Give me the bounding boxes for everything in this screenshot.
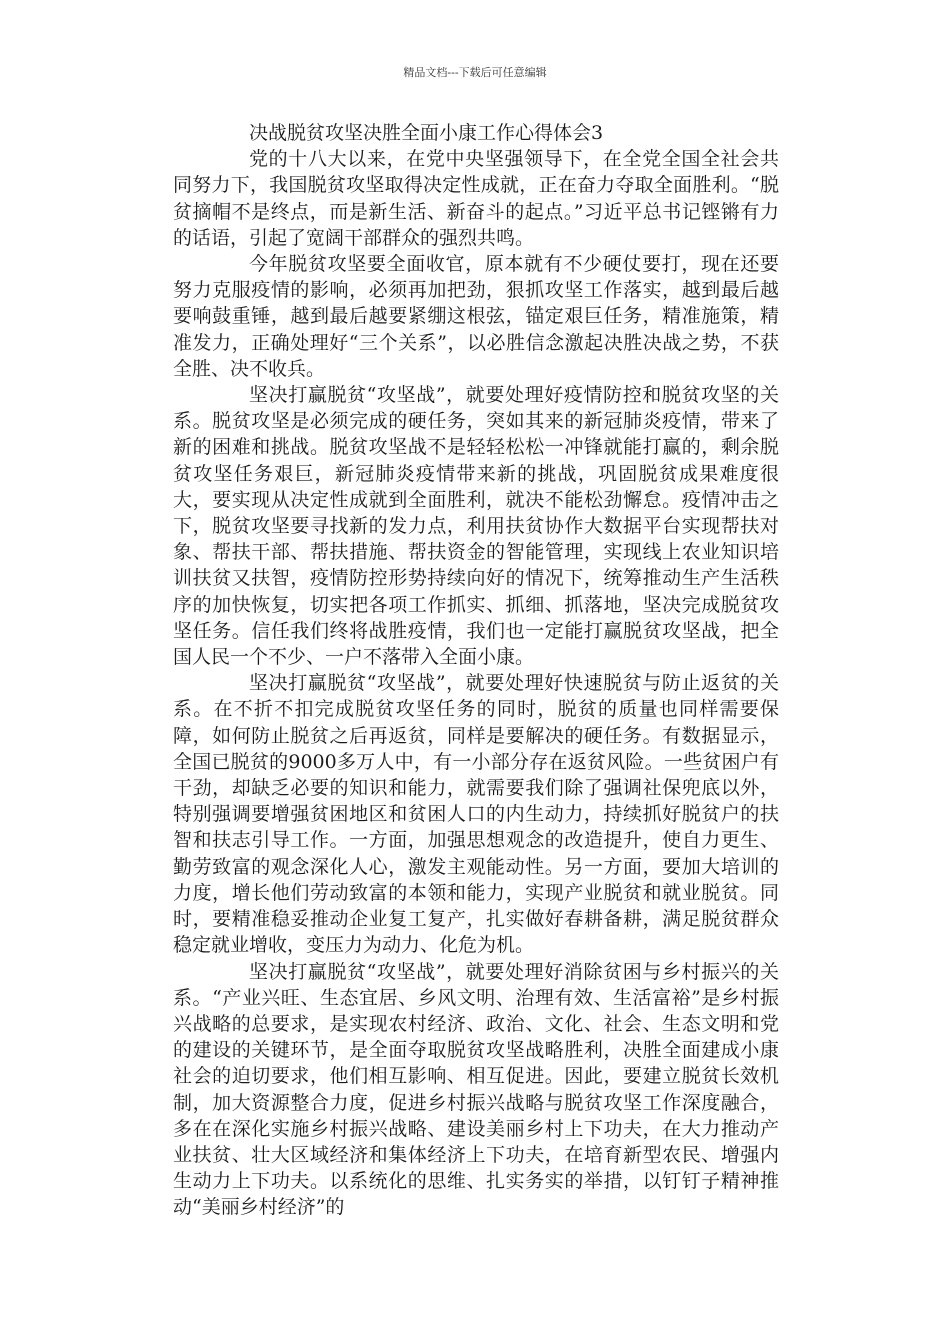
document-body [173,120,779,1221]
page-header: 精品文档---下载后可任意编辑 [403,66,547,79]
paragraph-rural-revitalization-relation: 坚决打赢脱贫“攻坚战”，就要处理好消除贫困与乡村振兴的关系。“产业兴旺、生态宜居、乡风文明、治理有效、生活富裕”是乡村振兴战略的总要求，是实现农村经济、政治、文化、社会、生态文明和党的建设的关键环节，是全面夺取脱贫攻坚战略胜利，决胜全面建成小康社会的迫切要求，他们相互影响、相互促进。因此，要建立脱贫长效机制，加大资源整合力度，促进乡村振兴战略与脱贫攻坚工作深度融合，多在在深化实施乡村振兴战略、建设美丽乡村上下功夫，在大力推动产业扶贫、壮大区域经济和集体经济上下功夫，在培育新型农民、增强内生动力上下功夫。以系统化的思维、扎实务实的举措，以钉钉子精神推动“美丽乡村经济”的 [173,960,779,1219]
paragraph-epidemic-relation: 坚决打赢脱贫“攻坚战”，就要处理好疫情防控和脱贫攻坚的关系。脱贫攻坚是必须完成的硬任务，突如其来的新冠肺炎疫情，带来了新的困难和挑战。脱贫攻坚战不是轻轻松松一冲锋就能打赢的，剩余脱贫攻坚任务艰巨，新冠肺炎疫情带来新的挑战，巩固脱贫成果难度很大，要实现从决定性成就到全面胜利，就决不能松劲懈怠。疫情冲击之下，脱贫攻坚要寻找新的发力点，利用扶贫协作大数据平台实现帮扶对象、帮扶干部、帮扶措施、帮扶资金的智能管理，实现线上农业知识培训扶贫又扶智，疫情防控形势持续向好的情况下，统筹推动生产生活秩序的加快恢复，切实把各项工作抓实、抓细、抓落地，坚决完成脱贫攻坚任务。信任我们终将战胜疫情，我们也一定能打赢脱贫攻坚战，把全国人民一个不少、一户不落带入全面小康。 [173,384,779,669]
paragraph-intro: 党的十八大以来，在党中央坚强领导下，在全党全国全社会共同努力下，我国脱贫攻坚取得决定性成就，正在奋力夺取全面胜利。“脱贫摘帽不是终点，而是新生活、新奋斗的起点。”习近平总书记铿锵有力的话语，引起了宽阔干部群众的强烈共鸣。 [173,148,779,249]
paragraph-overview: 今年脱贫攻坚要全面收官，原本就有不少硬仗要打，现在还要努力克服疫情的影响，必须再加把劲，狠抓攻坚工作落实，越到最后越要响鼓重锤，越到最后越要紧绷这根弦，锚定艰巨任务，精准施策，精准发力，正确处理好“三个关系”，以必胜信念激起决胜决战之势，不获全胜、决不收兵。 [173,253,779,380]
paragraph-return-poverty-relation: 坚决打赢脱贫“攻坚战”，就要处理好快速脱贫与防止返贫的关系。在不折不扣完成脱贫攻坚任务的同时，脱贫的质量也同样需要保障，如何防止脱贫之后再返贫，同样是要解决的硬任务。有数据显示，全国已脱贫的9000多万人中，有一小部分存在返贫风险。一些贫困户有干劲，却缺乏必要的知识和能力，就需要我们除了强调社保兜底以外，特别强调要增强贫困地区和贫困人口的内生动力，持续抓好脱贫户的扶智和扶志引导工作。一方面，加强思想观念的改造提升，使自力更生、勤劳致富的观念深化人心，激发主观能动性。另一方面，要加大培训的力度，增长他们劳动致富的本领和能力，实现产业脱贫和就业脱贫。同时，要精准稳妥推动企业复工复产，扎实做好春耕备耕，满足脱贫群众稳定就业增收，变压力为动力、化危为机。 [173,672,779,957]
document-title: 决战脱贫攻坚决胜全面小康工作心得体会3 [249,122,604,144]
